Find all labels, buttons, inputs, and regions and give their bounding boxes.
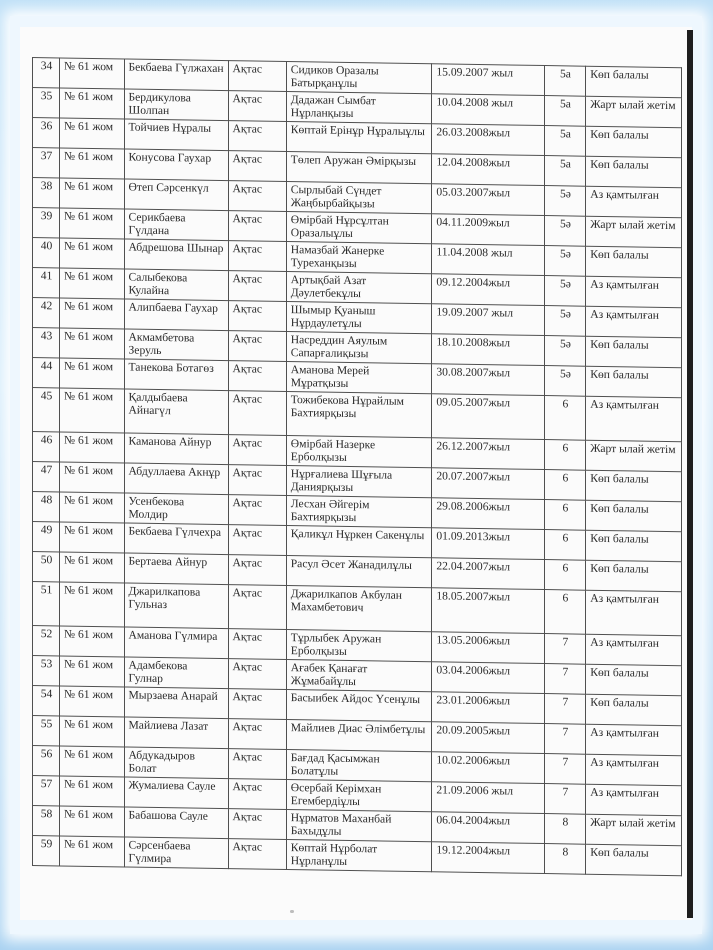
birth-date-cell: 30.08.2007жыл xyxy=(432,364,544,396)
student-name-cell: Сырлыбай Сүндет Жаңбырбайқызы xyxy=(286,181,432,213)
grade-cell: 6 xyxy=(544,530,586,561)
teacher-name-cell: Абдукадыров Болат xyxy=(124,747,228,779)
row-number-cell: 52 xyxy=(33,626,60,656)
student-name-cell: Дадажан Сымбат Нұрланқызы xyxy=(286,91,432,123)
family-category-cell: Көп балалы xyxy=(586,530,682,562)
locality-cell: Ақтас xyxy=(228,301,286,332)
birth-date-cell: 11.04.2008 жыл xyxy=(432,244,544,276)
grade-cell: 6 xyxy=(544,470,586,501)
birth-date-cell: 19.12.2004жыл xyxy=(432,842,544,874)
family-category-cell: Аз қамтылған xyxy=(586,724,682,756)
birth-date-cell: 29.08.2006жыл xyxy=(432,498,544,530)
grade-cell: 6 xyxy=(544,500,586,531)
locality-cell: Ақтас xyxy=(228,585,286,630)
teacher-name-cell: Сәрсенбаева Гүлмира xyxy=(124,837,228,869)
row-number-cell: 39 xyxy=(33,208,60,238)
row-number-cell: 45 xyxy=(33,388,60,432)
birth-date-cell: 21.09.2006 жыл xyxy=(432,782,544,814)
teacher-name-cell: Бабашова Сауле xyxy=(124,807,228,839)
locality-cell: Ақтас xyxy=(228,749,286,780)
school-cell: № 61 жом xyxy=(60,358,124,389)
row-number-cell: 51 xyxy=(33,582,60,626)
family-category-cell: Аз қамтылған xyxy=(586,784,682,816)
teacher-name-cell: Мырзаева Анарай xyxy=(124,687,228,719)
school-cell: № 61 жом xyxy=(60,118,124,149)
teacher-name-cell: Бекбаева Гүлчехра xyxy=(124,523,228,555)
row-number-cell: 56 xyxy=(33,746,60,776)
grade-cell: 8 xyxy=(544,844,586,875)
teacher-name-cell: Майлиева Лазат xyxy=(124,717,228,749)
family-category-cell: Көп балалы xyxy=(586,66,682,98)
family-category-cell: Көп балалы xyxy=(586,126,682,158)
row-number-cell: 49 xyxy=(33,522,60,552)
grade-cell: 5ә xyxy=(544,276,586,307)
family-category-cell: Көп балалы xyxy=(586,336,682,368)
locality-cell: Ақтас xyxy=(228,361,286,392)
birth-date-cell: 18.10.2008жыл xyxy=(432,334,544,366)
school-cell: № 61 жом xyxy=(60,178,124,209)
locality-cell: Ақтас xyxy=(228,61,286,92)
birth-date-cell: 15.09.2007 жыл xyxy=(432,64,544,96)
family-category-cell: Аз қамтылған xyxy=(586,590,682,636)
family-category-cell: Көп балалы xyxy=(586,694,682,726)
student-name-cell: Тұрлыбек Аружан Ерболқызы xyxy=(286,629,432,661)
family-category-cell: Көп балалы xyxy=(586,664,682,696)
student-name-cell: Джарилкапов Акбулан Махамбетович xyxy=(286,585,432,631)
family-category-cell: Аз қамтылған xyxy=(586,186,682,218)
grade-cell: 5а xyxy=(544,66,586,97)
row-number-cell: 40 xyxy=(33,238,60,268)
school-cell: № 61 жом xyxy=(60,716,124,747)
teacher-name-cell: Салыбекова Кулайна xyxy=(124,269,228,301)
row-number-cell: 59 xyxy=(33,836,60,866)
teacher-name-cell: Қалдыбаева Айнагүл xyxy=(124,389,228,435)
family-category-cell: Көп балалы xyxy=(586,470,682,502)
grade-cell: 7 xyxy=(544,724,586,755)
birth-date-cell: 13.05.2006жыл xyxy=(432,632,544,664)
student-name-cell: Майлиев Диас Әлімбетұлы xyxy=(286,719,432,751)
locality-cell: Ақтас xyxy=(228,839,286,870)
student-name-cell: Басыибек Айдос Үсенұлы xyxy=(286,689,432,721)
teacher-name-cell: Джарилкапова Гульназ xyxy=(124,583,228,629)
grade-cell: 6 xyxy=(544,396,586,441)
student-name-cell: Нұрматов Маханбай Бахыдұлы xyxy=(286,809,432,841)
row-number-cell: 48 xyxy=(33,492,60,522)
teacher-name-cell: Каманова Айнур xyxy=(124,433,228,465)
birth-date-cell: 26.12.2007жыл xyxy=(432,438,544,470)
school-cell: № 61 жом xyxy=(60,836,124,867)
birth-date-cell: 20.07.2007жыл xyxy=(432,468,544,500)
school-cell: № 61 жом xyxy=(60,656,124,687)
student-name-cell: Насреддин Аяулым Сапарғалиқызы xyxy=(286,331,432,363)
document-sheet xyxy=(32,57,682,907)
locality-cell: Ақтас xyxy=(228,331,286,362)
row-number-cell: 37 xyxy=(33,148,60,178)
grade-cell: 5ә xyxy=(544,366,586,397)
teacher-name-cell: Танекова Ботагөз xyxy=(124,359,228,391)
student-name-cell: Расул Әсет Жанадилұлы xyxy=(286,555,432,587)
teacher-name-cell: Абдуллаева Акнұр xyxy=(124,463,228,495)
birth-date-cell: 23.01.2006жыл xyxy=(432,692,544,724)
birth-date-cell: 10.04.2008 жыл xyxy=(432,94,544,126)
locality-cell: Ақтас xyxy=(228,271,286,302)
row-number-cell: 34 xyxy=(33,58,60,88)
teacher-name-cell: Адамбекова Гулнар xyxy=(124,657,228,689)
grade-cell: 5ә xyxy=(544,246,586,277)
teacher-name-cell: Акмамбетова Зеруль xyxy=(124,329,228,361)
locality-cell: Ақтас xyxy=(228,241,286,272)
birth-date-cell: 19.09.2007 жыл xyxy=(432,304,544,336)
teacher-name-cell: Усенбекова Молдир xyxy=(124,493,228,525)
locality-cell: Ақтас xyxy=(228,151,286,182)
locality-cell: Ақтас xyxy=(228,719,286,750)
family-category-cell: Аз қамтылған xyxy=(586,396,682,442)
school-cell: № 61 жом xyxy=(60,388,124,433)
school-cell: № 61 жом xyxy=(60,746,124,777)
locality-cell: Ақтас xyxy=(228,629,286,660)
family-category-cell: Аз қамтылған xyxy=(586,754,682,786)
row-number-cell: 50 xyxy=(33,552,60,582)
locality-cell: Ақтас xyxy=(228,525,286,556)
grade-cell: 5а xyxy=(544,156,586,187)
student-name-cell: Төлеп Аружан Әмірқызы xyxy=(286,151,432,183)
school-cell: № 61 жом xyxy=(60,522,124,553)
teacher-name-cell: Конусова Гаухар xyxy=(124,149,228,181)
birth-date-cell: 18.05.2007жыл xyxy=(432,588,544,634)
school-cell: № 61 жом xyxy=(60,148,124,179)
birth-date-cell: 01.09.2013жыл xyxy=(432,528,544,560)
birth-date-cell: 09.05.2007жыл xyxy=(432,394,544,440)
family-category-cell: Көп балалы xyxy=(586,366,682,398)
student-name-cell: Көптай Ерінұр Нұралыұлы xyxy=(286,121,432,153)
birth-date-cell: 12.04.2008жыл xyxy=(432,154,544,186)
student-name-cell: Тожибекова Нұрайлым Бахтиярқызы xyxy=(286,391,432,437)
school-cell: № 61 жом xyxy=(60,776,124,807)
student-name-cell: Өмірбай Назерке Ерболқызы xyxy=(286,435,432,467)
birth-date-cell: 03.04.2006жыл xyxy=(432,662,544,694)
locality-cell: Ақтас xyxy=(228,465,286,496)
student-name-cell: Бағдад Қасымжан Болатұлы xyxy=(286,749,432,781)
family-category-cell: Аз қамтылған xyxy=(586,276,682,308)
locality-cell: Ақтас xyxy=(228,495,286,526)
page-edge-shadow xyxy=(687,30,693,918)
row-number-cell: 44 xyxy=(33,358,60,388)
family-category-cell: Көп балалы xyxy=(586,156,682,188)
student-name-cell: Ағабек Қанағат Жұмабайұлы xyxy=(286,659,432,691)
birth-date-cell: 26.03.2008жыл xyxy=(432,124,544,156)
grade-cell: 5ә xyxy=(544,186,586,217)
teacher-name-cell: Абдрешова Шынар xyxy=(124,239,228,271)
birth-date-cell: 04.11.2009жыл xyxy=(432,214,544,246)
student-name-cell: Сидиков Оразалы Батырқанұлы xyxy=(286,61,432,93)
family-category-cell: Жарт ылай жетім xyxy=(586,814,682,846)
school-cell: № 61 жом xyxy=(60,208,124,239)
grade-cell: 7 xyxy=(544,784,586,815)
teacher-name-cell: Аманова Гүлмира xyxy=(124,627,228,659)
locality-cell: Ақтас xyxy=(228,181,286,212)
locality-cell: Ақтас xyxy=(228,91,286,122)
grade-cell: 6 xyxy=(544,590,586,635)
row-number-cell: 41 xyxy=(33,268,60,298)
family-category-cell: Көп балалы xyxy=(586,500,682,532)
school-cell: № 61 жом xyxy=(60,552,124,583)
grade-cell: 7 xyxy=(544,634,586,665)
student-name-cell: Лесхан Әйгерім Бахтиярқызы xyxy=(286,495,432,527)
student-name-cell: Намазбай Жанерке Туреханқызы xyxy=(286,241,432,273)
teacher-name-cell: Бекбаева Гүлжахан xyxy=(124,59,228,91)
row-number-cell: 36 xyxy=(33,118,60,148)
roster-body xyxy=(33,58,682,876)
row-number-cell: 47 xyxy=(33,462,60,492)
school-cell: № 61 жом xyxy=(60,268,124,299)
birth-date-cell: 20.09.2005жыл xyxy=(432,722,544,754)
family-category-cell: Көп балалы xyxy=(586,246,682,278)
student-roster-table xyxy=(32,57,682,876)
student-name-cell: Нұрғалиева Шұғыла Даниярқызы xyxy=(286,465,432,497)
teacher-name-cell: Алипбаева Гаухар xyxy=(124,299,228,331)
grade-cell: 6 xyxy=(544,440,586,471)
locality-cell: Ақтас xyxy=(228,555,286,586)
row-number-cell: 42 xyxy=(33,298,60,328)
row-number-cell: 54 xyxy=(33,686,60,716)
school-cell: № 61 жом xyxy=(60,298,124,329)
family-category-cell: Аз қамтылған xyxy=(586,306,682,338)
teacher-name-cell: Өтеп Сәрсенкүл xyxy=(124,179,228,211)
school-cell: № 61 жом xyxy=(60,432,124,463)
locality-cell: Ақтас xyxy=(228,809,286,840)
school-cell: № 61 жом xyxy=(60,58,124,89)
row-number-cell: 57 xyxy=(33,776,60,806)
grade-cell: 7 xyxy=(544,664,586,695)
school-cell: № 61 жом xyxy=(60,806,124,837)
birth-date-cell: 22.04.2007жыл xyxy=(432,558,544,590)
birth-date-cell: 09.12.2004жыл xyxy=(432,274,544,306)
family-category-cell: Жарт ылай жетім xyxy=(586,216,682,248)
school-cell: № 61 жом xyxy=(60,582,124,627)
student-name-cell: Шымыр Қуаныш Нұрдаулетұлы xyxy=(286,301,432,333)
teacher-name-cell: Тойчиев Нұралы xyxy=(124,119,228,151)
student-name-cell: Аманова Мерей Мұратқызы xyxy=(286,361,432,393)
school-cell: № 61 жом xyxy=(60,462,124,493)
row-number-cell: 58 xyxy=(33,806,60,836)
locality-cell: Ақтас xyxy=(228,779,286,810)
student-name-cell: Өмірбай Нұрсұлтан Оразалыұлы xyxy=(286,211,432,243)
row-number-cell: 53 xyxy=(33,656,60,686)
student-name-cell: Көптай Нұрболат Нұрланұлы xyxy=(286,839,432,871)
locality-cell: Ақтас xyxy=(228,391,286,436)
teacher-name-cell: Жумалиева Сауле xyxy=(124,777,228,809)
grade-cell: 5ә xyxy=(544,306,586,337)
grade-cell: 5а xyxy=(544,96,586,127)
school-cell: № 61 жом xyxy=(60,626,124,657)
school-cell: № 61 жом xyxy=(60,686,124,717)
scan-smudge xyxy=(290,910,294,913)
locality-cell: Ақтас xyxy=(228,689,286,720)
grade-cell: 5а xyxy=(544,126,586,157)
school-cell: № 61 жом xyxy=(60,492,124,523)
teacher-name-cell: Бердикулова Шолпан xyxy=(124,89,228,121)
locality-cell: Ақтас xyxy=(228,121,286,152)
row-number-cell: 43 xyxy=(33,328,60,358)
grade-cell: 7 xyxy=(544,694,586,725)
family-category-cell: Көп балалы xyxy=(586,560,682,592)
row-number-cell: 35 xyxy=(33,88,60,118)
grade-cell: 7 xyxy=(544,754,586,785)
student-name-cell: Артықбай Азат Дәулетбекұлы xyxy=(286,271,432,303)
student-name-cell: Өсербай Керімхан Егембердіұлы xyxy=(286,779,432,811)
birth-date-cell: 05.03.2007жыл xyxy=(432,184,544,216)
school-cell: № 61 жом xyxy=(60,88,124,119)
school-cell: № 61 жом xyxy=(60,328,124,359)
row-number-cell: 55 xyxy=(33,716,60,746)
birth-date-cell: 06.04.2004жыл xyxy=(432,812,544,844)
locality-cell: Ақтас xyxy=(228,435,286,466)
teacher-name-cell: Серикбаева Гүлдана xyxy=(124,209,228,241)
student-name-cell: Қаликұл Нұркен Сакенұлы xyxy=(286,525,432,557)
family-category-cell: Жарт ылай жетім xyxy=(586,96,682,128)
school-cell: № 61 жом xyxy=(60,238,124,269)
row-number-cell: 38 xyxy=(33,178,60,208)
birth-date-cell: 10.02.2006жыл xyxy=(432,752,544,784)
row-number-cell: 46 xyxy=(33,432,60,462)
locality-cell: Ақтас xyxy=(228,211,286,242)
teacher-name-cell: Бертаева Айнур xyxy=(124,553,228,585)
grade-cell: 6 xyxy=(544,560,586,591)
family-category-cell: Аз қамтылған xyxy=(586,634,682,666)
family-category-cell: Жарт ылай жетім xyxy=(586,440,682,472)
grade-cell: 8 xyxy=(544,814,586,845)
locality-cell: Ақтас xyxy=(228,659,286,690)
grade-cell: 5ә xyxy=(544,336,586,367)
scanned-page xyxy=(20,27,692,920)
grade-cell: 5ә xyxy=(544,216,586,247)
family-category-cell: Көп балалы xyxy=(586,844,682,876)
